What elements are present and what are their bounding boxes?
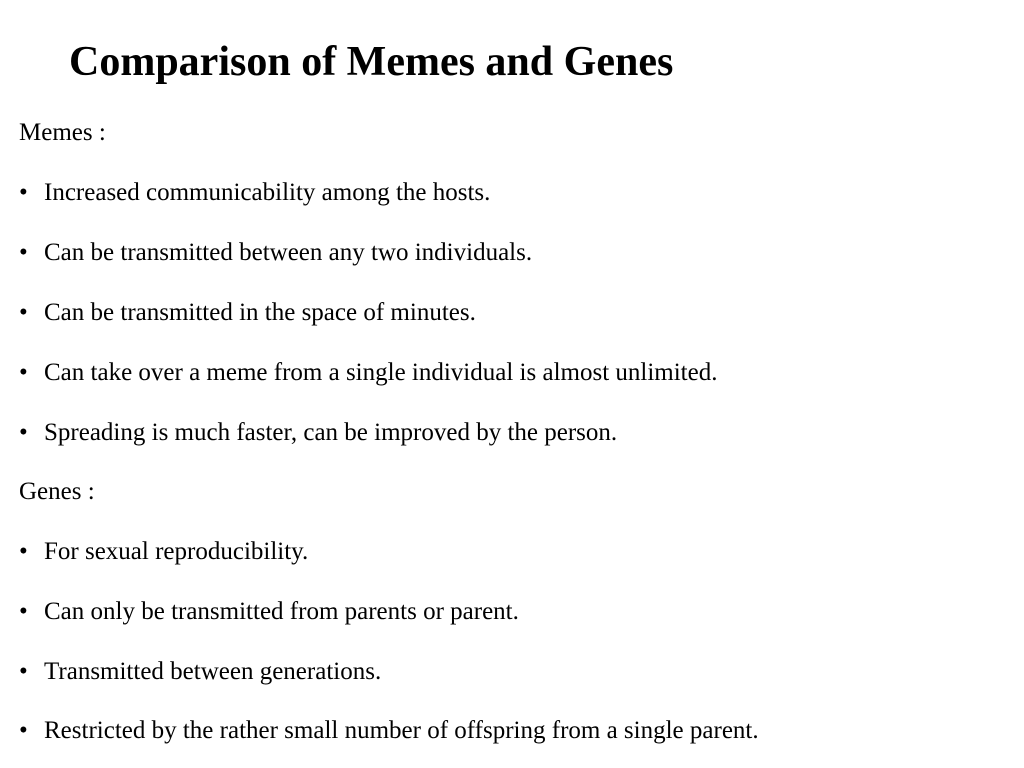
genes-bullet-text: Restricted by the rather small number of offspring from a single parent. <box>44 717 759 744</box>
bullet-icon: • <box>19 658 28 685</box>
bullet-icon: • <box>19 419 28 446</box>
memes-bullet-item <box>19 178 490 208</box>
memes-bullet-text: Can take over a meme from a single individual is almost unlimited. <box>44 359 718 386</box>
bullet-icon: • <box>19 299 28 326</box>
memes-bullet-item <box>19 358 717 388</box>
memes-bullet-text: Can be transmitted in the space of minutes. <box>44 299 476 326</box>
bullet-icon: • <box>19 239 28 266</box>
genes-heading: Genes : <box>19 478 95 505</box>
genes-bullet-item <box>19 537 308 567</box>
genes-bullet-text: Transmitted between generations. <box>44 658 382 685</box>
bullet-icon: • <box>19 179 28 206</box>
slide-title: Comparison of Memes and Genes <box>69 39 674 85</box>
bullet-icon: • <box>19 598 28 625</box>
memes-bullet-text: Increased communicability among the hosts. <box>44 179 491 206</box>
memes-bullet-item <box>19 238 532 268</box>
genes-bullet-item <box>19 597 519 627</box>
memes-bullet-text: Can be transmitted between any two individuals. <box>44 239 533 266</box>
genes-bullet-item <box>19 657 381 687</box>
genes-bullet-item <box>19 716 759 746</box>
memes-heading: Memes : <box>19 119 106 146</box>
bullet-icon: • <box>19 538 28 565</box>
genes-bullet-text: For sexual reproducibility. <box>44 538 309 565</box>
bullet-icon: • <box>19 717 28 744</box>
memes-bullet-item <box>19 298 476 328</box>
bullet-icon: • <box>19 359 28 386</box>
genes-bullet-text: Can only be transmitted from parents or parent. <box>44 598 519 625</box>
memes-bullet-text: Spreading is much faster, can be improved by the person. <box>44 419 618 446</box>
memes-bullet-item <box>19 418 617 448</box>
